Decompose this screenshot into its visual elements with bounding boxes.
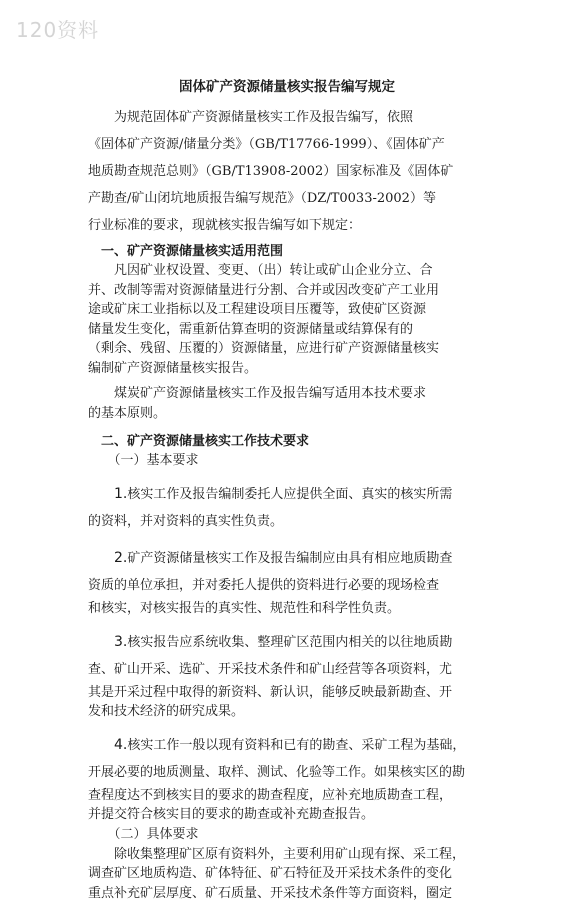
item-number: 4. <box>114 737 127 753</box>
item-line: 的资料，并对资料的真实性负责。 <box>88 508 486 535</box>
coal-paragraph <box>88 384 486 423</box>
item-line: 查、矿山开采、选矿、开采技术条件和矿山经营等各项资料，尤 <box>88 656 486 683</box>
item-2 <box>88 545 486 619</box>
section-heading-requirements: 二、矿产资源储量核实工作技术要求 <box>88 433 486 451</box>
item-number: 3. <box>114 634 127 650</box>
item-line: 其是开采过程中取得的新资料、新认识，能够反映最新勘查、开 <box>88 683 486 703</box>
item-line: 4.核实工作一般以现有资料和已有的勘查、采矿工程为基础， <box>88 732 486 759</box>
detail-line: 调查矿区地质构造、矿体特征、矿石特征及开采技术条件的变化 <box>88 864 486 884</box>
item-number: 1. <box>114 486 127 502</box>
intro-line: 产勘查/矿山闭坑地质报告编写规范》（DZ/T0033-2002）等 <box>88 185 486 212</box>
item-line: 和核实，对核实报告的真实性、规范性和科学性负责。 <box>88 599 486 619</box>
item-number: 2. <box>114 550 127 566</box>
scope-line: 编制矿产资源储量核实报告。 <box>88 359 486 379</box>
detail-line: 除收集整理矿区原有资料外，主要利用矿山现有探、采工程， <box>88 845 486 865</box>
intro-line: 地质勘查规范总则》（GB/T13908-2002）国家标准及《固体矿 <box>88 158 486 185</box>
scope-line: 凡因矿业权设置、变更、（出）转让或矿山企业分立、合 <box>88 261 486 281</box>
subheading-specific: （二）具体要求 <box>88 825 486 845</box>
item-3 <box>88 629 486 722</box>
item-4 <box>88 732 486 825</box>
coal-line: 的基本原则。 <box>88 404 486 424</box>
item-line: 发和技术经济的研究成果。 <box>88 702 486 722</box>
coal-line: 煤炭矿产资源储量核实工作及报告编写适用本技术要求 <box>88 384 486 404</box>
item-line: 并提交符合核实目的要求的勘查或补充勘查报告。 <box>88 805 486 825</box>
scope-line: （剩余、残留、压覆的）资源储量，应进行矿产资源储量核实 <box>88 339 486 359</box>
scope-line: 储量发生变化，需重新估算查明的资源储量或结算保有的 <box>88 320 486 340</box>
item-line: 开展必要的地质测量、取样、测试、化验等工作。如果核实区的勘 <box>88 759 486 786</box>
item-line: 1.核实工作及报告编制委托人应提供全面、真实的核实所需 <box>88 481 486 508</box>
item-line: 3.核实报告应系统收集、整理矿区范围内相关的以往地质勘 <box>88 629 486 656</box>
item-line: 2.矿产资源储量核实工作及报告编制应由具有相应地质勘查 <box>88 545 486 572</box>
item-line: 资质的单位承担，并对委托人提供的资料进行必要的现场检查 <box>88 572 486 599</box>
detail-paragraph <box>88 845 486 903</box>
intro-line: 行业标准的要求，现就核实报告编写如下规定： <box>88 212 486 239</box>
document-page <box>88 78 486 903</box>
section-heading-scope: 一、矿产资源储量核实适用范围 <box>88 243 486 261</box>
detail-line: 重点补充矿层厚度、矿石质量、开采技术条件等方面资料，圈定 <box>88 884 486 903</box>
subheading-basic: （一）基本要求 <box>88 451 486 471</box>
watermark-logo: 120资料 <box>16 14 99 43</box>
intro-line: 《固体矿产资源/储量分类》（GB/T17766-1999）、《固体矿产 <box>88 131 486 158</box>
intro-line: 为规范固体矿产资源储量核实工作及报告编写，依照 <box>88 104 486 131</box>
scope-paragraph <box>88 261 486 378</box>
item-line: 查程度达不到核实目的要求的勘查程度，应补充地质勘查工程， <box>88 786 486 806</box>
intro-paragraph <box>88 104 486 239</box>
document-title: 固体矿产资源储量核实报告编写规定 <box>88 78 486 96</box>
scope-line: 并、改制等需对资源储量进行分割、合并或因改变矿产工业用 <box>88 281 486 301</box>
item-1 <box>88 481 486 535</box>
scope-line: 途或矿床工业指标以及工程建设项目压覆等，致使矿区资源 <box>88 300 486 320</box>
